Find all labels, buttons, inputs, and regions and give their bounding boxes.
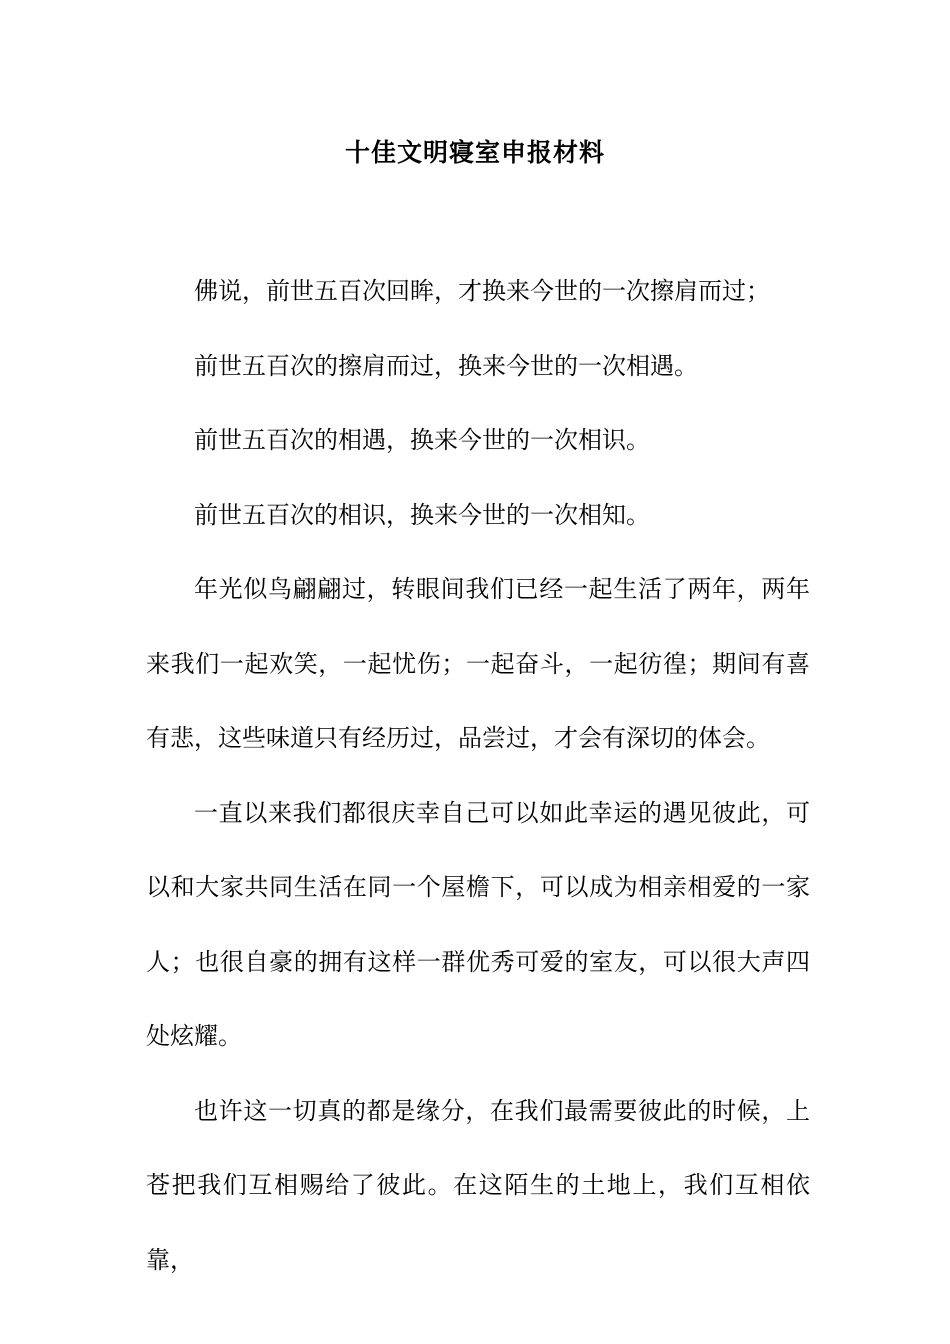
paragraph-5: 年光似鸟翩翩过，转眼间我们已经一起生活了两年，两年来我们一起欢笑，一起忧伤；一起奋斗，一起彷徨；期间有喜有悲，这些味道只有经历过，品尝过，才会有深切的体会。 <box>146 575 810 752</box>
paragraph-4: 前世五百次的相识，换来今世的一次相知。 <box>194 500 650 529</box>
paragraph-3: 前世五百次的相遇，换来今世的一次相识。 <box>194 426 650 454</box>
document-body <box>146 254 810 1297</box>
paragraph-6: 一直以来我们都很庆幸自己可以如此幸运的遇见彼此，可以和大家共同生活在同一个屋檐下，可以成为相亲相爱的一家人；也很自豪的拥有这样一群优秀可爱的室友，可以很大声四处炫耀。 <box>146 798 810 1050</box>
paragraph-1: 佛说，前世五百次回眸，才换来今世的一次擦肩而过； <box>194 277 770 305</box>
paragraph-2: 前世五百次的擦肩而过，换来今世的一次相遇。 <box>194 351 698 380</box>
document-title: 十佳文明寝室申报材料 <box>344 138 605 167</box>
paragraph-7: 也许这一切真的都是缘分，在我们最需要彼此的时候，上苍把我们互相赐给了彼此。在这陌生的土地上，我们互相依靠， <box>146 1096 810 1274</box>
